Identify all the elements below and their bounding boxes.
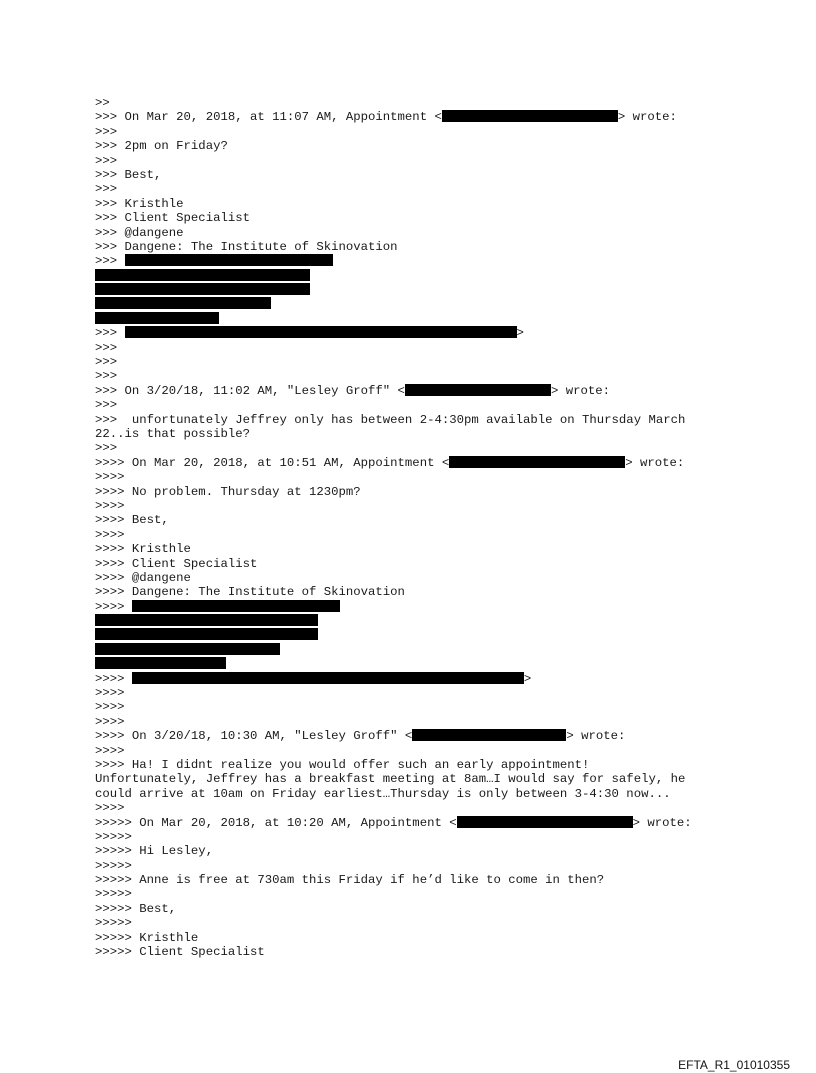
email-line [95, 887, 735, 901]
line-text: >>>>> Anne is free at 730am this Friday if he’d like to come in then? [95, 873, 605, 888]
line-text: >>>> Client Specialist [95, 556, 258, 571]
email-line [95, 585, 735, 599]
line-text: >>>> [95, 801, 125, 816]
line-text: >>> Dangene: The Institute of Skinovation [95, 239, 398, 254]
email-line [95, 211, 735, 225]
line-text: >>>> [95, 470, 125, 485]
line-text: Unfortunately, Jeffrey has a breakfast meeting at 8am…I would say for safely, he [95, 772, 686, 787]
line-text: >>> [95, 254, 125, 269]
redaction-bar [132, 672, 524, 684]
email-line [95, 513, 735, 527]
line-text: >>> Kristhle [95, 196, 184, 211]
email-line [95, 226, 735, 240]
email-line [95, 197, 735, 211]
email-line [95, 672, 735, 686]
line-suffix: > wrote: [625, 455, 685, 470]
email-line [95, 125, 735, 139]
redaction-bar [95, 312, 219, 324]
line-text: >>>> [95, 714, 125, 729]
line-text: >>>> On Mar 20, 2018, at 10:51 AM, Appointment < [95, 455, 450, 470]
redaction-bar [95, 297, 271, 309]
line-suffix: > wrote: [566, 729, 626, 744]
redaction-bar [95, 614, 318, 626]
line-text: >>> [95, 398, 118, 413]
line-text: >>>>> Hi Lesley, [95, 844, 214, 859]
email-line [95, 700, 735, 714]
line-text: >>> [95, 326, 125, 341]
redaction-bar [125, 326, 517, 338]
line-text: >>> Best, [95, 167, 162, 182]
redaction-bar [405, 384, 551, 396]
line-text: >>>> [95, 743, 125, 758]
email-line [95, 528, 735, 542]
email-line [95, 643, 735, 657]
email-line [95, 326, 735, 340]
email-line [95, 873, 735, 887]
email-line [95, 485, 735, 499]
email-line [95, 715, 735, 729]
line-text: >>> @dangene [95, 225, 184, 240]
line-text: >>>> Ha! I didnt realize you would offer such an early appointment! [95, 757, 590, 772]
line-text: >>>> [95, 671, 132, 686]
line-text: >>> 2pm on Friday? [95, 139, 228, 154]
email-line [95, 816, 735, 830]
line-suffix: > [516, 326, 524, 341]
redaction-bar [442, 110, 618, 122]
email-line [95, 830, 735, 844]
email-line [95, 787, 735, 801]
line-text: >>>>> Best, [95, 901, 177, 916]
email-line [95, 628, 735, 642]
line-text: >>>> [95, 686, 125, 701]
redaction-bar [95, 643, 280, 655]
line-suffix: > [523, 671, 532, 686]
email-line [95, 542, 735, 556]
line-text: >>>> No problem. Thursday at 1230pm? [95, 484, 361, 499]
redaction-bar [412, 729, 566, 741]
email-line [95, 297, 735, 311]
email-line [95, 96, 735, 110]
email-line [95, 355, 735, 369]
line-text: >>>>> Client Specialist [95, 945, 265, 960]
line-text: >>>> [95, 498, 125, 513]
line-text: >>> [95, 182, 118, 197]
email-line [95, 499, 735, 513]
email-line [95, 283, 735, 297]
email-line [95, 470, 735, 484]
line-text: could arrive at 10am on Friday earliest…Thursday is only between 3-4:30 now... [95, 786, 671, 801]
line-text: >>> On 3/20/18, 11:02 AM, "Lesley Groff" < [95, 383, 405, 398]
email-line [95, 571, 735, 585]
email-thread-body [95, 96, 735, 959]
email-line [95, 657, 735, 671]
line-text: >>> On Mar 20, 2018, at 11:07 AM, Appointment < [95, 110, 442, 125]
line-text: >>>>> [95, 829, 132, 844]
line-text: >>>> Best, [95, 513, 169, 528]
email-line [95, 686, 735, 700]
line-text: >>>> @dangene [95, 570, 191, 585]
document-id-footer: EFTA_R1_01010355 [678, 1058, 790, 1072]
line-text: >>>> Dangene: The Institute of Skinovation [95, 585, 405, 600]
email-line [95, 600, 735, 614]
email-line [95, 341, 735, 355]
line-text: >>>> [95, 527, 125, 542]
line-text: >>>> Kristhle [95, 542, 191, 557]
line-text: >>>> [95, 599, 132, 614]
redaction-bar [95, 269, 310, 281]
email-line [95, 427, 735, 441]
email-line [95, 557, 735, 571]
redaction-bar [95, 283, 310, 295]
line-text: >>> [95, 340, 118, 355]
email-line [95, 254, 735, 268]
line-text: >>> [95, 124, 118, 139]
email-line [95, 269, 735, 283]
email-line [95, 801, 735, 815]
email-line [95, 931, 735, 945]
email-line [95, 729, 735, 743]
email-line [95, 312, 735, 326]
line-text: >>> [95, 369, 118, 384]
line-text: >>> [95, 441, 118, 456]
line-text: >>>>> Kristhle [95, 930, 199, 945]
email-line [95, 758, 735, 772]
redaction-bar [95, 657, 226, 669]
line-suffix: > wrote: [632, 815, 692, 830]
email-line [95, 110, 735, 124]
email-line [95, 240, 735, 254]
line-text: >>>> [95, 700, 125, 715]
line-text: >>> unfortunately Jeffrey only has between 2-4:30pm available on Thursday March [95, 412, 686, 427]
email-line [95, 369, 735, 383]
email-line [95, 398, 735, 412]
line-text: >>>>> [95, 858, 132, 873]
email-line [95, 772, 735, 786]
line-text: >>>> On 3/20/18, 10:30 AM, "Lesley Groff" < [95, 729, 413, 744]
line-text: >>> Client Specialist [95, 211, 250, 226]
line-suffix: > wrote: [617, 110, 677, 125]
email-line [95, 456, 735, 470]
email-line [95, 614, 735, 628]
redaction-bar [449, 456, 625, 468]
email-line [95, 744, 735, 758]
email-line [95, 844, 735, 858]
email-line [95, 902, 735, 916]
line-text: >>>>> On Mar 20, 2018, at 10:20 AM, Appointment < [95, 815, 457, 830]
email-line [95, 139, 735, 153]
email-line [95, 441, 735, 455]
email-line [95, 916, 735, 930]
line-text: >>> [95, 355, 118, 370]
line-text: >>>>> [95, 887, 132, 902]
redaction-bar [95, 628, 318, 640]
email-line [95, 945, 735, 959]
redaction-bar [125, 254, 333, 266]
redaction-bar [457, 816, 633, 828]
line-suffix: > wrote: [550, 383, 610, 398]
line-text: 22..is that possible? [95, 426, 250, 441]
line-text: >>> [95, 153, 118, 168]
redaction-bar [132, 600, 340, 612]
email-line [95, 384, 735, 398]
email-line [95, 413, 735, 427]
line-text: >>>>> [95, 916, 132, 931]
email-line [95, 154, 735, 168]
email-line [95, 182, 735, 196]
email-line [95, 168, 735, 182]
line-text: >> [95, 96, 110, 110]
email-line [95, 859, 735, 873]
